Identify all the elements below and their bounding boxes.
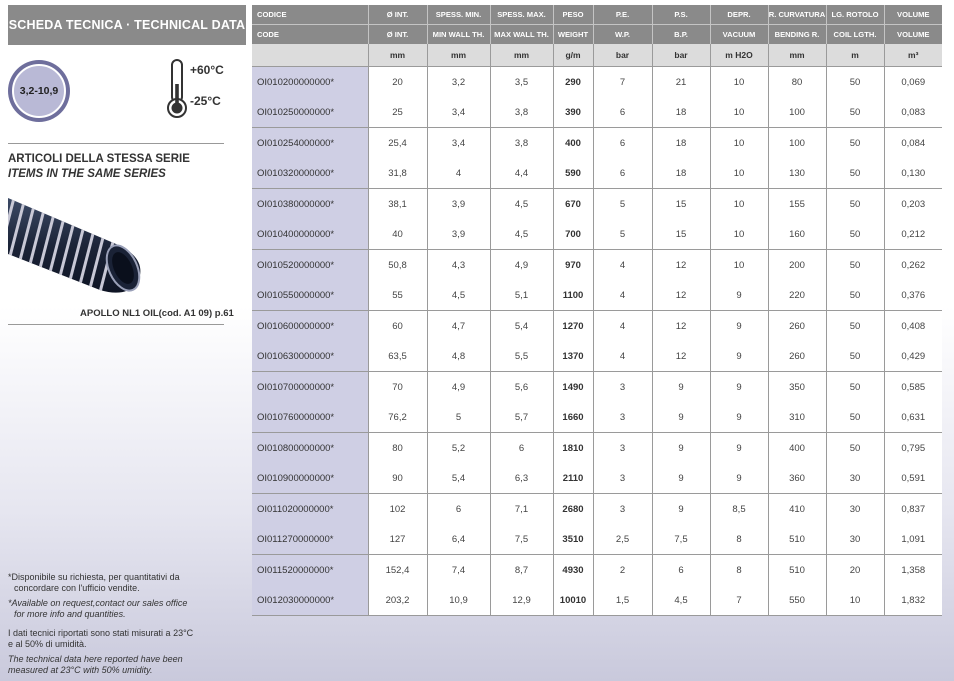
data-cell: 9: [710, 280, 768, 311]
data-cell: 3,9: [427, 189, 490, 220]
thickness-range-label: 3,2-10,9: [12, 64, 66, 118]
note-line: measured at 23°C with 50% umidity.: [8, 664, 153, 675]
data-cell: 50: [826, 219, 884, 250]
column-header: Ø INT.: [368, 5, 427, 25]
data-cell: 9: [710, 311, 768, 342]
data-cell: 260: [768, 311, 826, 342]
divider: [8, 143, 224, 144]
product-code: OI011270000000*: [252, 524, 368, 555]
table-row: [252, 555, 942, 586]
product-code: OI012030000000*: [252, 585, 368, 616]
data-cell: 102: [368, 494, 427, 525]
data-cell: 55: [368, 280, 427, 311]
series-heading: [8, 152, 190, 182]
data-cell: 590: [553, 158, 593, 189]
data-cell: 400: [768, 433, 826, 464]
product-code: OI010320000000*: [252, 158, 368, 189]
data-cell: 15: [652, 189, 710, 220]
left-panel: [0, 0, 252, 681]
data-cell: 0,262: [884, 250, 942, 281]
thickness-range-badge: [8, 60, 70, 122]
data-cell: 220: [768, 280, 826, 311]
note-line: I dati tecnici riportati sono stati misurati a 23°C: [8, 628, 194, 638]
data-cell: 5,1: [490, 280, 553, 311]
data-cell: 9: [710, 402, 768, 433]
data-cell: 76,2: [368, 402, 427, 433]
data-cell: 4: [593, 250, 652, 281]
column-header: VOLUME: [884, 25, 942, 45]
product-caption: APOLLO NL1 OIL(cod. A1 09) p.61: [80, 308, 234, 319]
data-cell: 7,1: [490, 494, 553, 525]
data-cell: 10: [710, 250, 768, 281]
column-header: W.P.: [593, 25, 652, 45]
data-cell: 3,4: [427, 97, 490, 128]
data-cell: 4,5: [427, 280, 490, 311]
table-row: [252, 128, 942, 159]
data-cell: 4,5: [490, 189, 553, 220]
product-code: OI010380000000*: [252, 189, 368, 220]
unit-cell: mm: [490, 44, 553, 67]
data-cell: 1660: [553, 402, 593, 433]
data-cell: 310: [768, 402, 826, 433]
data-cell: 6,4: [427, 524, 490, 555]
data-cell: 1490: [553, 372, 593, 403]
data-cell: 2110: [553, 463, 593, 494]
data-cell: 5: [593, 219, 652, 250]
data-cell: 360: [768, 463, 826, 494]
data-cell: 12: [652, 311, 710, 342]
table-row: [252, 463, 942, 494]
column-header: VOLUME: [884, 5, 942, 25]
temp-min: -25°C: [190, 94, 221, 108]
column-header: MAX WALL TH.: [490, 25, 553, 45]
table-row: [252, 341, 942, 372]
data-cell: 90: [368, 463, 427, 494]
note-line: for more info and quantities.: [14, 608, 126, 619]
data-cell: 0,429: [884, 341, 942, 372]
data-cell: 6: [593, 128, 652, 159]
data-cell: 0,084: [884, 128, 942, 159]
product-code: OI010550000000*: [252, 280, 368, 311]
unit-cell: mm: [768, 44, 826, 67]
column-header: MIN WALL TH.: [427, 25, 490, 45]
data-cell: 6: [427, 494, 490, 525]
data-cell: 6: [490, 433, 553, 464]
data-cell: 50: [826, 158, 884, 189]
unit-cell: mm: [427, 44, 490, 67]
data-cell: 1370: [553, 341, 593, 372]
data-cell: 3,8: [490, 128, 553, 159]
data-cell: 4,5: [652, 585, 710, 616]
data-cell: 670: [553, 189, 593, 220]
data-cell: 10: [710, 158, 768, 189]
data-cell: 20: [826, 555, 884, 586]
data-cell: 50: [826, 250, 884, 281]
data-cell: 4930: [553, 555, 593, 586]
unit-cell: m H2O: [710, 44, 768, 67]
data-cell: 5,7: [490, 402, 553, 433]
data-cell: 390: [553, 97, 593, 128]
data-cell: 0,837: [884, 494, 942, 525]
units-row: [252, 44, 942, 67]
data-cell: 4,7: [427, 311, 490, 342]
data-cell: 700: [553, 219, 593, 250]
note-line: The technical data here reported have been: [8, 654, 183, 664]
product-code: OI010760000000*: [252, 402, 368, 433]
data-cell: 80: [768, 67, 826, 98]
data-cell: 5,6: [490, 372, 553, 403]
data-cell: 3: [593, 463, 652, 494]
product-code: OI010600000000*: [252, 311, 368, 342]
data-cell: 50: [826, 67, 884, 98]
data-cell: 9: [652, 433, 710, 464]
table-row: [252, 219, 942, 250]
data-cell: 155: [768, 189, 826, 220]
data-cell: 50: [826, 372, 884, 403]
data-cell: 10: [710, 67, 768, 98]
divider: [8, 324, 224, 325]
unit-cell: g/m: [553, 44, 593, 67]
column-header: PESO: [553, 5, 593, 25]
column-header: Ø INT.: [368, 25, 427, 45]
column-header: B.P.: [652, 25, 710, 45]
data-cell: 3,2: [427, 67, 490, 98]
data-cell: 8: [710, 524, 768, 555]
unit-cell: bar: [652, 44, 710, 67]
data-cell: 6: [652, 555, 710, 586]
data-cell: 12,9: [490, 585, 553, 616]
note-line: e al 50% di umidità.: [8, 638, 87, 649]
data-cell: 400: [553, 128, 593, 159]
data-cell: 510: [768, 524, 826, 555]
data-cell: 50: [826, 97, 884, 128]
column-header: VACUUM: [710, 25, 768, 45]
data-cell: 50: [826, 280, 884, 311]
data-cell: 50: [826, 128, 884, 159]
note-line: concordare con l'ufficio vendite.: [14, 582, 140, 593]
data-cell: 50: [826, 341, 884, 372]
data-cell: 6: [593, 97, 652, 128]
data-cell: 0,631: [884, 402, 942, 433]
data-cell: 0,376: [884, 280, 942, 311]
data-cell: 1,5: [593, 585, 652, 616]
data-cell: 0,408: [884, 311, 942, 342]
table-row: [252, 402, 942, 433]
data-cell: 0,585: [884, 372, 942, 403]
data-cell: 1810: [553, 433, 593, 464]
data-cell: 10: [710, 128, 768, 159]
data-cell: 21: [652, 67, 710, 98]
data-cell: 3,8: [490, 97, 553, 128]
data-cell: 12: [652, 250, 710, 281]
data-cell: 510: [768, 555, 826, 586]
data-cell: 127: [368, 524, 427, 555]
data-cell: 4,8: [427, 341, 490, 372]
data-cell: 7,5: [490, 524, 553, 555]
data-cell: 3: [593, 402, 652, 433]
table-row: [252, 158, 942, 189]
data-cell: 50: [826, 311, 884, 342]
product-code: OI010254000000*: [252, 128, 368, 159]
data-cell: 9: [652, 494, 710, 525]
data-cell: 25,4: [368, 128, 427, 159]
product-code: OI010200000000*: [252, 67, 368, 98]
table-row: [252, 433, 942, 464]
data-note-it: [8, 628, 248, 649]
data-cell: 0,203: [884, 189, 942, 220]
technical-data-table: [252, 5, 942, 616]
data-cell: 10: [710, 219, 768, 250]
data-cell: 2680: [553, 494, 593, 525]
data-cell: 1,358: [884, 555, 942, 586]
data-cell: 3510: [553, 524, 593, 555]
data-cell: 0,795: [884, 433, 942, 464]
column-header: LG. ROTOLO: [826, 5, 884, 25]
data-cell: 2,5: [593, 524, 652, 555]
note-line: *Disponibile su richiesta, per quantitativi da: [8, 572, 180, 582]
data-cell: 50: [826, 402, 884, 433]
data-cell: 12: [652, 341, 710, 372]
data-cell: 7: [593, 67, 652, 98]
column-header: P.S.: [652, 5, 710, 25]
unit-cell: [252, 44, 368, 67]
data-cell: 2: [593, 555, 652, 586]
data-cell: 12: [652, 280, 710, 311]
data-cell: 1,091: [884, 524, 942, 555]
column-header: COIL LGTH.: [826, 25, 884, 45]
table-row: [252, 189, 942, 220]
data-cell: 0,130: [884, 158, 942, 189]
table-row: [252, 250, 942, 281]
data-cell: 0,591: [884, 463, 942, 494]
data-cell: 5,2: [427, 433, 490, 464]
unit-cell: mm: [368, 44, 427, 67]
data-cell: 9: [710, 433, 768, 464]
table-row: [252, 97, 942, 128]
data-cell: 4,4: [490, 158, 553, 189]
data-cell: 550: [768, 585, 826, 616]
data-cell: 15: [652, 219, 710, 250]
data-cell: 3,9: [427, 219, 490, 250]
unit-cell: m: [826, 44, 884, 67]
table-row: [252, 67, 942, 98]
data-cell: 5,5: [490, 341, 553, 372]
data-cell: 1,832: [884, 585, 942, 616]
data-cell: 4,3: [427, 250, 490, 281]
column-header: CODICE: [252, 5, 368, 25]
series-title-it: ARTICOLI DELLA STESSA SERIE: [8, 153, 190, 165]
data-cell: 50: [826, 433, 884, 464]
data-cell: 5,4: [427, 463, 490, 494]
data-cell: 0,069: [884, 67, 942, 98]
table-row: [252, 372, 942, 403]
data-cell: 970: [553, 250, 593, 281]
data-cell: 9: [710, 463, 768, 494]
data-cell: 4: [593, 311, 652, 342]
data-cell: 63,5: [368, 341, 427, 372]
unit-cell: bar: [593, 44, 652, 67]
series-title-en: ITEMS IN THE SAME SERIES: [8, 168, 166, 180]
data-cell: 18: [652, 158, 710, 189]
data-cell: 100: [768, 128, 826, 159]
data-cell: 50: [826, 189, 884, 220]
data-cell: 3: [593, 372, 652, 403]
data-cell: 5,4: [490, 311, 553, 342]
data-cell: 9: [710, 372, 768, 403]
data-cell: 3,5: [490, 67, 553, 98]
data-cell: 410: [768, 494, 826, 525]
table-body: [252, 5, 942, 616]
column-header: BENDING R.: [768, 25, 826, 45]
data-cell: 7: [710, 585, 768, 616]
data-cell: 260: [768, 341, 826, 372]
data-cell: 203,2: [368, 585, 427, 616]
product-code: OI011020000000*: [252, 494, 368, 525]
data-cell: 4: [593, 280, 652, 311]
data-cell: 5: [593, 189, 652, 220]
data-cell: 70: [368, 372, 427, 403]
data-cell: 4,9: [427, 372, 490, 403]
data-cell: 80: [368, 433, 427, 464]
data-cell: 8,5: [710, 494, 768, 525]
hose-product-image: [8, 190, 158, 298]
data-cell: 10: [710, 189, 768, 220]
table-row: [252, 494, 942, 525]
column-header: DEPR.: [710, 5, 768, 25]
product-code: OI010900000000*: [252, 463, 368, 494]
thermometer-icon: [162, 58, 192, 120]
product-code: OI010700000000*: [252, 372, 368, 403]
data-cell: 4,5: [490, 219, 553, 250]
data-cell: 60: [368, 311, 427, 342]
data-cell: 4,9: [490, 250, 553, 281]
data-cell: 3: [593, 433, 652, 464]
data-cell: 10010: [553, 585, 593, 616]
availability-note-it: [8, 572, 248, 593]
data-cell: 350: [768, 372, 826, 403]
data-cell: 30: [826, 463, 884, 494]
data-cell: 8,7: [490, 555, 553, 586]
data-cell: 1270: [553, 311, 593, 342]
data-cell: 30: [826, 524, 884, 555]
data-cell: 18: [652, 128, 710, 159]
column-header: WEIGHT: [553, 25, 593, 45]
data-cell: 9: [652, 372, 710, 403]
data-cell: 0,212: [884, 219, 942, 250]
product-code: OI010800000000*: [252, 433, 368, 464]
data-note-en: [8, 654, 248, 675]
data-cell: 100: [768, 97, 826, 128]
data-cell: 6: [593, 158, 652, 189]
note-line: *Available on request,contact our sales office: [8, 598, 188, 608]
data-cell: 5: [427, 402, 490, 433]
product-code: OI010520000000*: [252, 250, 368, 281]
temp-max: +60°C: [190, 63, 224, 77]
data-cell: 3,4: [427, 128, 490, 159]
data-cell: 30: [826, 494, 884, 525]
header-row-it: [252, 5, 942, 25]
data-cell: 200: [768, 250, 826, 281]
data-cell: 6,3: [490, 463, 553, 494]
data-cell: 31,8: [368, 158, 427, 189]
table-row: [252, 524, 942, 555]
data-cell: 130: [768, 158, 826, 189]
product-code: OI010250000000*: [252, 97, 368, 128]
header-row-en: [252, 25, 942, 45]
data-cell: 160: [768, 219, 826, 250]
table-row: [252, 585, 942, 616]
data-cell: 4: [427, 158, 490, 189]
data-cell: 18: [652, 97, 710, 128]
data-cell: 50,8: [368, 250, 427, 281]
product-code: OI010630000000*: [252, 341, 368, 372]
table-row: [252, 280, 942, 311]
column-header: SPESS. MAX.: [490, 5, 553, 25]
data-cell: 38,1: [368, 189, 427, 220]
column-header: P.E.: [593, 5, 652, 25]
availability-note-en: [8, 598, 248, 619]
data-cell: 7,4: [427, 555, 490, 586]
data-cell: 152,4: [368, 555, 427, 586]
data-cell: 290: [553, 67, 593, 98]
data-cell: 25: [368, 97, 427, 128]
product-code: OI011520000000*: [252, 555, 368, 586]
data-cell: 0,083: [884, 97, 942, 128]
data-cell: 3: [593, 494, 652, 525]
data-cell: 20: [368, 67, 427, 98]
data-cell: 40: [368, 219, 427, 250]
data-cell: 9: [710, 341, 768, 372]
data-cell: 1100: [553, 280, 593, 311]
data-cell: 10,9: [427, 585, 490, 616]
data-cell: 10: [710, 97, 768, 128]
data-cell: 9: [652, 402, 710, 433]
column-header: SPESS. MIN.: [427, 5, 490, 25]
table-row: [252, 311, 942, 342]
page-title: SCHEDA TECNICA · TECHNICAL DATA: [8, 5, 246, 45]
data-cell: 4: [593, 341, 652, 372]
product-code: OI010400000000*: [252, 219, 368, 250]
data-cell: 8: [710, 555, 768, 586]
data-cell: 7,5: [652, 524, 710, 555]
data-cell: 9: [652, 463, 710, 494]
data-cell: 10: [826, 585, 884, 616]
column-header: CODE: [252, 25, 368, 45]
unit-cell: m³: [884, 44, 942, 67]
column-header: R. CURVATURA: [768, 5, 826, 25]
